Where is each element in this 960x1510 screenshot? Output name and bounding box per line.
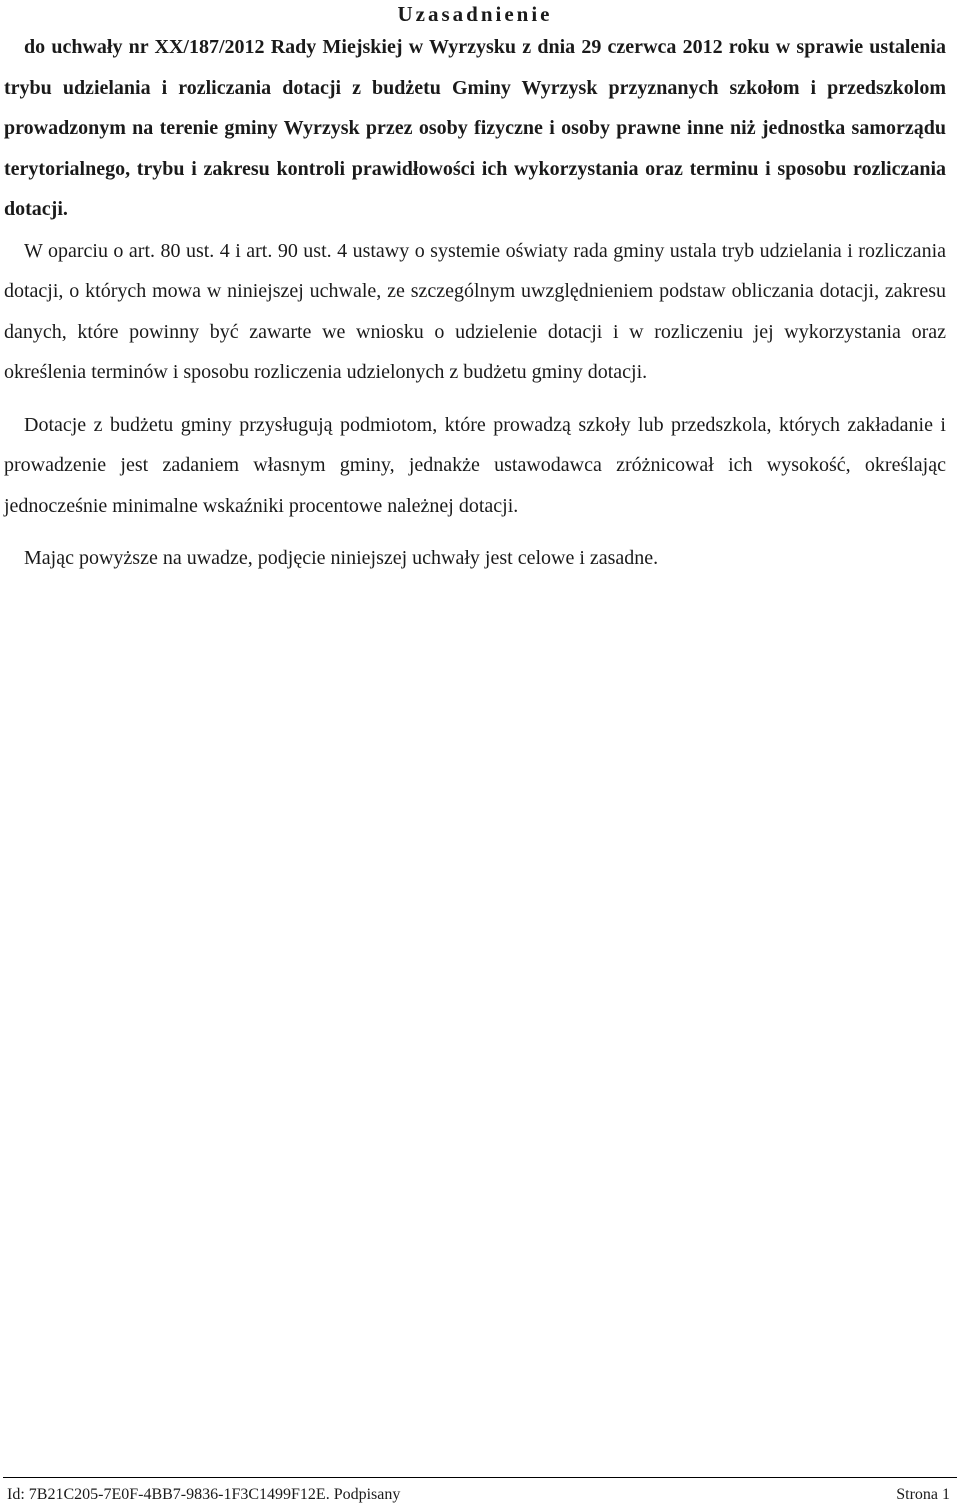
paragraph-dotations: Dotacje z budżetu gminy przysługują podmiotom, które prowadzą szkoły lub przedszkola, których zakładanie i prowadzenie jest zadaniem własnym gminy, jednakże ustawodawca zróżnicował ich wysokość, określając jednocześnie minimalne wskaźniki procentowe należnej dotacji.: [4, 413, 946, 517]
page-footer: [7, 1486, 950, 1504]
paragraph-legal-basis: W oparciu o art. 80 ust. 4 i art. 90 ust. 4 ustawy o systemie oświaty rada gminy ustala tryb udzielania i rozliczania dotacji, o których mowa w niniejszej uchwale, ze szczególnym uwzględnieniem podstaw obliczania dotacji, zakresu danych, które powinny być zawarte we wniosku o udzielenie dotacji i w rozliczeniu jej wykorzystania oraz określenia terminów i sposobu rozliczenia udzielonych z budżetu gminy dotacji.: [4, 239, 946, 383]
footer-divider: [3, 1477, 957, 1478]
document-title: Uzasadnienie: [397, 2, 553, 26]
footer-page-number: Strona 1: [896, 1486, 950, 1503]
paragraph-conclusion: Mając powyższe na uwadze, podjęcie niniejszej uchwały jest celowe i zasadne.: [24, 547, 659, 569]
document-page: [4, 0, 946, 579]
footer-document-id: Id: 7B21C205-7E0F-4BB7-9836-1F3C1499F12E. Podpisany: [7, 1486, 401, 1503]
document-subject: do uchwały nr XX/187/2012 Rady Miejskiej w Wyrzysku z dnia 29 czerwca 2012 roku w sprawie ustalenia trybu udzielania i rozliczania dotacji z budżetu Gminy Wyrzysk przyznanych szkołom i przedszkolom prowadzonym na terenie gminy Wyrzysk przez osoby fizyczne i osoby prawne inne niż jednostka samorządu terytorialnego, trybu i zakresu kontroli prawidłowości ich wykorzystania oraz terminu i sposobu rozliczania dotacji.: [4, 36, 946, 220]
